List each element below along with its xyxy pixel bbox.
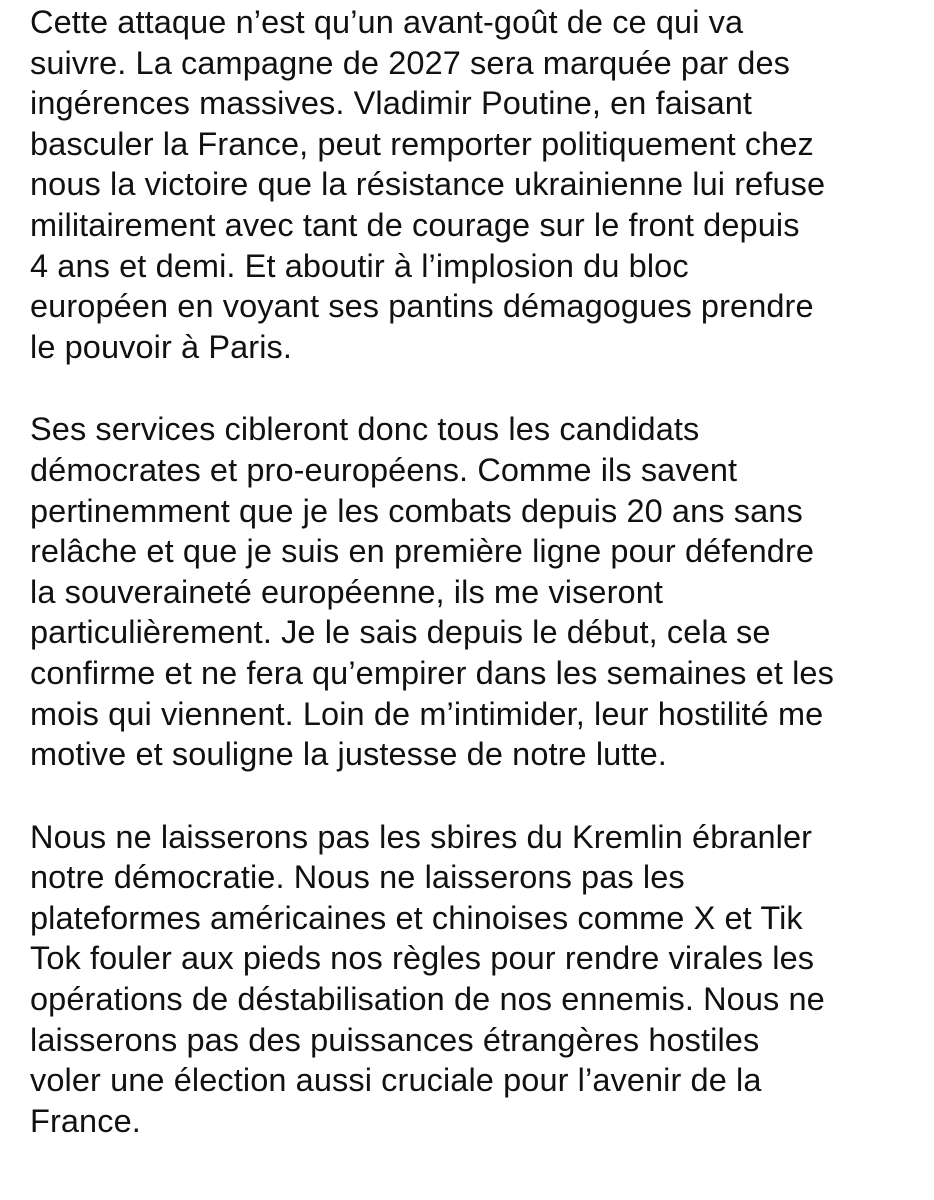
- text-line: opérations de déstabilisation de nos ennemis. Nous ne: [30, 981, 825, 1018]
- text-line: mois qui viennent. Loin de m’intimider, leur hostilité me: [30, 695, 824, 732]
- text-line: Cette attaque n’est qu’un avant-goût de ce qui va: [30, 4, 744, 40]
- paragraph-2: [30, 409, 920, 774]
- text-line: le pouvoir à Paris.: [30, 328, 293, 365]
- text-line: basculer la France, peut remporter politiquement chez: [30, 125, 814, 162]
- text-line: Tok fouler aux pieds nos règles pour rendre virales les: [30, 940, 815, 977]
- text-line: nous la victoire que la résistance ukrainienne lui refuse: [30, 166, 826, 203]
- text-line: suivre. La campagne de 2027 sera marquée par des: [30, 44, 790, 81]
- text-line: confirme et ne fera qu’empirer dans les semaines et les: [30, 654, 834, 691]
- text-line: démocrates et pro-européens. Comme ils savent: [30, 451, 738, 488]
- text-line: Nous ne laisserons pas les sbires du Kremlin ébranler: [30, 818, 813, 855]
- paragraph-3: [30, 817, 920, 1142]
- text-line: militairement avec tant de courage sur le front depuis: [30, 206, 800, 243]
- paragraph-1: [30, 2, 920, 367]
- text-line: voler une élection aussi cruciale pour l’avenir de la: [30, 1062, 762, 1099]
- text-line: ingérences massives. Vladimir Poutine, en faisant: [30, 85, 753, 122]
- text-line: laisserons pas des puissances étrangères hostiles: [30, 1021, 760, 1058]
- text-line: notre démocratie. Nous ne laisserons pas les: [30, 859, 685, 896]
- note-body: [30, 0, 920, 1141]
- text-line: plateformes américaines et chinoises comme X et Tik: [30, 899, 803, 936]
- text-line: relâche et que je suis en première ligne pour défendre: [30, 533, 815, 570]
- text-line: la souveraineté européenne, ils me viseront: [30, 573, 664, 610]
- text-line: particulièrement. Je le sais depuis le début, cela se: [30, 614, 771, 651]
- text-line: 4 ans et demi. Et aboutir à l’implosion du bloc: [30, 247, 689, 284]
- text-line: motive et souligne la justesse de notre lutte.: [30, 736, 667, 773]
- text-line: européen en voyant ses pantins démagogues prendre: [30, 288, 814, 325]
- text-line: pertinemment que je les combats depuis 20 ans sans: [30, 492, 803, 529]
- text-line: Ses services cibleront donc tous les candidats: [30, 411, 700, 448]
- text-line: France.: [30, 1102, 141, 1139]
